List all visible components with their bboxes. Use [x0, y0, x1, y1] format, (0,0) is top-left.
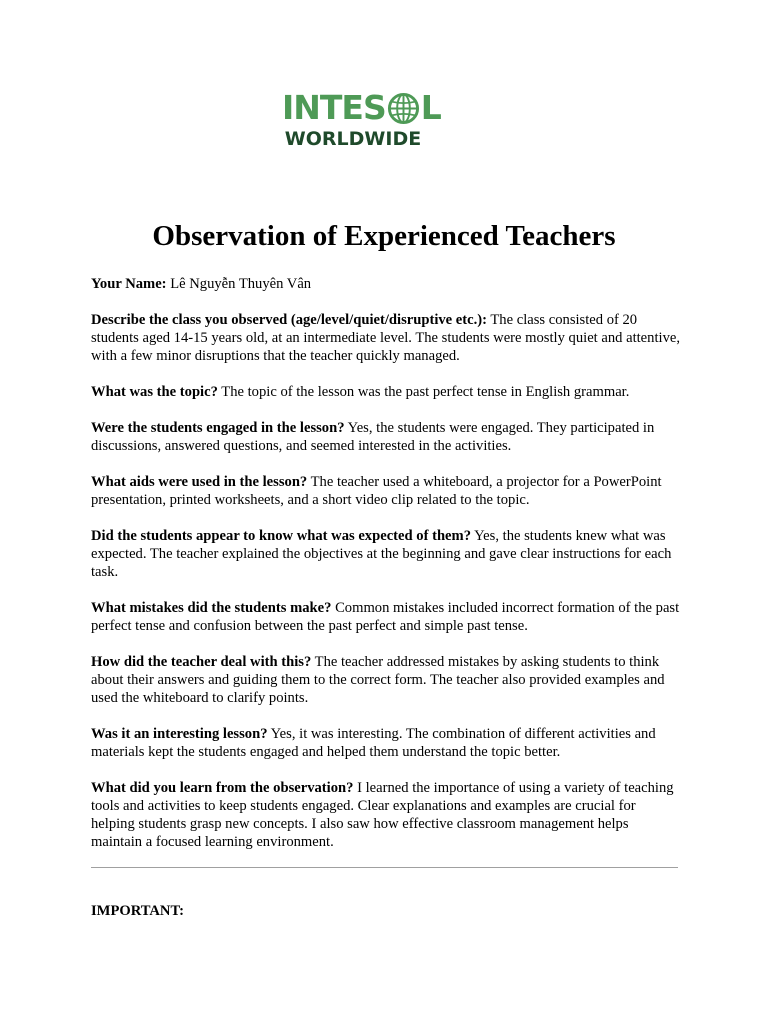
field-topic	[91, 383, 681, 401]
field-value: The teacher used a whiteboard, a projector for a PowerPoint presentation, printed worksheets, and a short video clip related to the topic.	[91, 474, 662, 508]
field-label: What did you learn from the observation?	[91, 780, 354, 796]
field-value: Common mistakes included incorrect formation of the past perfect tense and confusion between the past perfect and simple past tense.	[91, 600, 680, 634]
field-label: Was it an interesting lesson?	[91, 726, 268, 742]
observation-form	[91, 275, 681, 869]
important-heading: IMPORTANT:	[91, 903, 184, 919]
field-aids	[91, 473, 681, 509]
field-your-name	[91, 275, 681, 293]
field-label: Were the students engaged in the lesson?	[91, 420, 345, 436]
field-label: What was the topic?	[91, 384, 218, 400]
field-mistakes	[91, 599, 681, 635]
field-value: The class consisted of 20 students aged 14-15 years old, at an intermediate level. The students were mostly quiet and attentive, with a few minor disruptions that the teacher quickly managed.	[91, 312, 680, 364]
field-value: Yes, the students knew what was expected. The teacher explained the objectives at the beginning and gave clear instructions for each task.	[91, 528, 672, 580]
field-engagement	[91, 419, 681, 455]
field-value: The topic of the lesson was the past perfect tense in English grammar.	[221, 384, 630, 400]
globe-icon	[387, 92, 420, 125]
field-interesting	[91, 725, 681, 761]
logo-text-bottom: WORLDWIDE	[284, 128, 422, 150]
logo-top-line	[282, 90, 441, 126]
page-title: Observation of Experienced Teachers	[152, 220, 616, 252]
intesol-logo	[282, 88, 441, 152]
field-value: Yes, the students were engaged. They participated in discussions, answered questions, and seemed interested in the activities.	[91, 420, 655, 454]
logo-text-right: L	[420, 88, 441, 127]
field-label: What mistakes did the students make?	[91, 600, 332, 616]
field-class-description	[91, 311, 681, 365]
field-value: I learned the importance of using a variety of teaching tools and activities to keep students engaged. Clear explanations and examples are crucial for helping students grasp new concepts. I also saw how effective classroom management helps maintain a focused learning environment.	[91, 780, 674, 850]
field-label: How did the teacher deal with this?	[91, 654, 312, 670]
horizontal-divider	[91, 867, 678, 868]
field-label: Describe the class you observed (age/level/quiet/disruptive etc.):	[91, 312, 487, 328]
field-teacher-response	[91, 653, 681, 707]
field-learned	[91, 779, 681, 851]
field-value: Lê Nguyễn Thuyên Vân	[170, 276, 312, 292]
field-label: Your Name:	[91, 276, 167, 292]
logo-text-left: INTES	[282, 88, 386, 127]
field-label: What aids were used in the lesson?	[91, 474, 308, 490]
field-value: Yes, it was interesting. The combination of different activities and materials kept the students engaged and helped them understand the topic better.	[91, 726, 656, 760]
field-label: Did the students appear to know what was expected of them?	[91, 528, 471, 544]
field-value: The teacher addressed mistakes by asking students to think about their answers and guiding them to the correct form. The teacher also provided examples and used the whiteboard to clarify points.	[91, 654, 665, 706]
field-expectations	[91, 527, 681, 581]
